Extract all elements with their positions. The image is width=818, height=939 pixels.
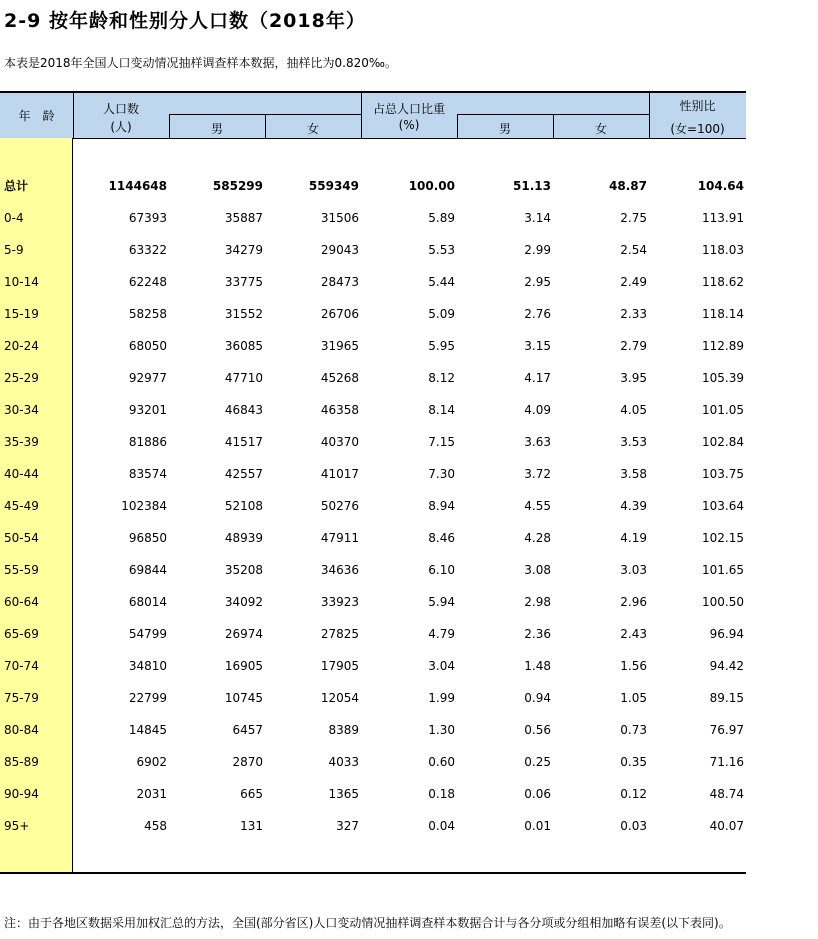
cell-male: 6457 xyxy=(232,723,263,737)
cell-share-male: 3.63 xyxy=(524,435,551,449)
cell-sex-ratio: 89.15 xyxy=(709,691,744,705)
cell-population: 63322 xyxy=(128,243,167,257)
cell-male: 665 xyxy=(240,787,263,801)
cell-sex-ratio: 102.15 xyxy=(702,531,744,545)
cell-sex-ratio: 100.50 xyxy=(702,595,744,609)
cell-age: 60-64 xyxy=(4,595,39,609)
cell-sex-ratio: 112.89 xyxy=(702,339,744,353)
cell-population: 62248 xyxy=(128,275,167,289)
cell-age: 45-49 xyxy=(4,499,39,513)
table-row xyxy=(0,746,746,778)
cell-female: 8389 xyxy=(328,723,359,737)
cell-age: 55-59 xyxy=(4,563,39,577)
cell-sex-ratio: 71.16 xyxy=(709,755,744,769)
cell-age: 30-34 xyxy=(4,403,39,417)
cell-population: 22799 xyxy=(128,691,167,705)
cell-share-male: 4.09 xyxy=(524,403,551,417)
cell-age: 20-24 xyxy=(4,339,39,353)
cell-share: 7.15 xyxy=(428,435,455,449)
cell-age: 80-84 xyxy=(4,723,39,737)
cell-population: 68014 xyxy=(128,595,167,609)
header-divider xyxy=(265,114,266,138)
header-divider xyxy=(169,114,170,138)
table-row xyxy=(0,554,746,586)
cell-female: 327 xyxy=(336,819,359,833)
cell-population: 6902 xyxy=(136,755,167,769)
cell-share-male: 2.99 xyxy=(524,243,551,257)
cell-female: 31506 xyxy=(320,211,359,225)
cell-male: 10745 xyxy=(224,691,263,705)
cell-female: 28473 xyxy=(320,275,359,289)
cell-male: 48939 xyxy=(224,531,263,545)
cell-age: 95+ xyxy=(4,819,30,833)
cell-female: 1365 xyxy=(328,787,359,801)
cell-sex-ratio: 96.94 xyxy=(709,627,744,641)
header-male: 男 xyxy=(210,122,223,136)
cell-share-female: 3.03 xyxy=(620,563,647,577)
table-row xyxy=(0,234,746,266)
cell-sex-ratio: 101.05 xyxy=(702,403,744,417)
cell-female: 41017 xyxy=(320,467,359,481)
cell-share: 6.10 xyxy=(428,563,455,577)
cell-share: 5.44 xyxy=(428,275,455,289)
cell-sex-ratio: 118.03 xyxy=(702,243,744,257)
cell-age: 75-79 xyxy=(4,691,39,705)
cell-share-female: 0.12 xyxy=(620,787,647,801)
footnote: 注：由于各地区数据采用加权汇总的方法，全国(部分省区)人口变动情况抽样调查样本数据合计与各分项或分组相加略有误差(以下表同)。 xyxy=(4,916,731,930)
cell-share: 8.94 xyxy=(428,499,455,513)
cell-age: 5-9 xyxy=(4,243,24,257)
cell-share: 5.94 xyxy=(428,595,455,609)
cell-share-female: 2.33 xyxy=(620,307,647,321)
cell-share-male: 0.01 xyxy=(524,819,551,833)
cell-share-female: 48.87 xyxy=(609,179,647,193)
cell-male: 16905 xyxy=(224,659,263,673)
cell-population: 1144648 xyxy=(108,179,167,193)
cell-share: 7.30 xyxy=(428,467,455,481)
cell-share-female: 0.35 xyxy=(620,755,647,769)
cell-share-male: 4.28 xyxy=(524,531,551,545)
cell-female: 31965 xyxy=(320,339,359,353)
cell-female: 34636 xyxy=(320,563,359,577)
cell-share: 5.09 xyxy=(428,307,455,321)
cell-share-female: 2.49 xyxy=(620,275,647,289)
cell-female: 40370 xyxy=(320,435,359,449)
page-title: 2-9 按年龄和性别分人口数（2018年） xyxy=(4,10,366,32)
header-divider xyxy=(361,93,362,138)
cell-share: 0.60 xyxy=(428,755,455,769)
table-header xyxy=(0,91,746,138)
cell-sex-ratio: 104.64 xyxy=(697,179,744,193)
cell-age: 90-94 xyxy=(4,787,39,801)
table-row xyxy=(0,650,746,682)
cell-age: 70-74 xyxy=(4,659,39,673)
cell-sex-ratio: 94.42 xyxy=(709,659,744,673)
cell-share-female: 2.43 xyxy=(620,627,647,641)
cell-female: 46358 xyxy=(320,403,359,417)
cell-share-male: 2.98 xyxy=(524,595,551,609)
cell-population: 54799 xyxy=(128,627,167,641)
cell-share-female: 3.53 xyxy=(620,435,647,449)
cell-share-female: 2.75 xyxy=(620,211,647,225)
table-row xyxy=(0,778,746,810)
cell-male: 52108 xyxy=(224,499,263,513)
cell-share-male: 51.13 xyxy=(513,179,551,193)
cell-share: 5.89 xyxy=(428,211,455,225)
cell-age: 40-44 xyxy=(4,467,39,481)
header-divider xyxy=(553,114,554,138)
cell-sex-ratio: 48.74 xyxy=(709,787,744,801)
header-divider xyxy=(457,114,458,138)
cell-share-female: 2.79 xyxy=(620,339,647,353)
cell-share: 1.99 xyxy=(428,691,455,705)
cell-male: 31552 xyxy=(224,307,263,321)
table-row xyxy=(0,490,746,522)
header-age: 年 龄 xyxy=(18,109,55,123)
cell-male: 26974 xyxy=(224,627,263,641)
table-row xyxy=(0,362,746,394)
cell-sex-ratio: 101.65 xyxy=(702,563,744,577)
cell-share-female: 4.19 xyxy=(620,531,647,545)
header-population-unit: (人) xyxy=(110,120,132,134)
cell-share-female: 1.05 xyxy=(620,691,647,705)
cell-female: 45268 xyxy=(320,371,359,385)
cell-share-female: 3.95 xyxy=(620,371,647,385)
cell-age: 15-19 xyxy=(4,307,39,321)
cell-share-male: 2.95 xyxy=(524,275,551,289)
cell-age: 25-29 xyxy=(4,371,39,385)
cell-sex-ratio: 103.75 xyxy=(702,467,744,481)
cell-share-male: 0.25 xyxy=(524,755,551,769)
cell-share: 0.04 xyxy=(428,819,455,833)
cell-share-female: 0.73 xyxy=(620,723,647,737)
cell-female: 12054 xyxy=(320,691,359,705)
cell-population: 83574 xyxy=(128,467,167,481)
cell-male: 42557 xyxy=(224,467,263,481)
cell-share-female: 4.39 xyxy=(620,499,647,513)
cell-population: 96850 xyxy=(128,531,167,545)
cell-age: 总计 xyxy=(4,179,29,193)
cell-population: 458 xyxy=(144,819,167,833)
cell-female: 17905 xyxy=(320,659,359,673)
cell-female: 26706 xyxy=(320,307,359,321)
cell-age: 0-4 xyxy=(4,211,24,225)
cell-sex-ratio: 105.39 xyxy=(702,371,744,385)
table-row xyxy=(0,458,746,490)
cell-sex-ratio: 102.84 xyxy=(702,435,744,449)
header-divider xyxy=(649,93,650,138)
table-bottom-rule xyxy=(0,872,746,874)
cell-age: 50-54 xyxy=(4,531,39,545)
cell-share-male: 0.06 xyxy=(524,787,551,801)
cell-population: 81886 xyxy=(128,435,167,449)
table-row xyxy=(0,330,746,362)
cell-male: 34279 xyxy=(224,243,263,257)
cell-share-male: 0.94 xyxy=(524,691,551,705)
header-female: 女 xyxy=(306,122,319,136)
cell-age: 35-39 xyxy=(4,435,39,449)
cell-male: 46843 xyxy=(224,403,263,417)
cell-age: 10-14 xyxy=(4,275,39,289)
cell-male: 36085 xyxy=(224,339,263,353)
table-row xyxy=(0,682,746,714)
cell-sex-ratio: 118.14 xyxy=(702,307,744,321)
header-share-female: 女 xyxy=(594,122,607,136)
header-share: 占总人口比重 xyxy=(372,102,445,116)
cell-sex-ratio: 118.62 xyxy=(702,275,744,289)
cell-male: 35208 xyxy=(224,563,263,577)
cell-population: 93201 xyxy=(128,403,167,417)
table-row-total xyxy=(0,170,746,202)
header-sex-ratio: 性别比 xyxy=(679,99,716,113)
cell-share-male: 3.72 xyxy=(524,467,551,481)
cell-population: 67393 xyxy=(128,211,167,225)
cell-share-male: 2.76 xyxy=(524,307,551,321)
cell-share: 8.46 xyxy=(428,531,455,545)
cell-sex-ratio: 103.64 xyxy=(702,499,744,513)
cell-sex-ratio: 40.07 xyxy=(709,819,744,833)
cell-male: 41517 xyxy=(224,435,263,449)
cell-share: 5.95 xyxy=(428,339,455,353)
cell-share-male: 3.15 xyxy=(524,339,551,353)
cell-male: 33775 xyxy=(224,275,263,289)
cell-share-female: 0.03 xyxy=(620,819,647,833)
table-row xyxy=(0,618,746,650)
table-row xyxy=(0,426,746,458)
header-divider xyxy=(73,93,74,138)
cell-female: 33923 xyxy=(320,595,359,609)
cell-age: 85-89 xyxy=(4,755,39,769)
cell-share-male: 0.56 xyxy=(524,723,551,737)
cell-population: 2031 xyxy=(136,787,167,801)
cell-sex-ratio: 76.97 xyxy=(709,723,744,737)
cell-population: 68050 xyxy=(128,339,167,353)
header-divider xyxy=(0,138,746,139)
cell-male: 34092 xyxy=(224,595,263,609)
cell-share: 5.53 xyxy=(428,243,455,257)
cell-population: 102384 xyxy=(121,499,167,513)
table-row xyxy=(0,586,746,618)
cell-share: 100.00 xyxy=(408,179,455,193)
table-row xyxy=(0,266,746,298)
cell-share: 1.30 xyxy=(428,723,455,737)
cell-female: 29043 xyxy=(320,243,359,257)
cell-share: 4.79 xyxy=(428,627,455,641)
cell-share: 8.12 xyxy=(428,371,455,385)
cell-share: 3.04 xyxy=(428,659,455,673)
cell-share-female: 3.58 xyxy=(620,467,647,481)
cell-female: 4033 xyxy=(328,755,359,769)
table-row xyxy=(0,298,746,330)
table-row xyxy=(0,522,746,554)
cell-population: 69844 xyxy=(128,563,167,577)
cell-female: 50276 xyxy=(320,499,359,513)
cell-share-female: 2.54 xyxy=(620,243,647,257)
header-sex-ratio-unit: (女=100) xyxy=(670,122,725,136)
cell-age: 65-69 xyxy=(4,627,39,641)
cell-share-female: 1.56 xyxy=(620,659,647,673)
cell-share-male: 4.17 xyxy=(524,371,551,385)
cell-share-female: 4.05 xyxy=(620,403,647,417)
table-row xyxy=(0,714,746,746)
cell-male: 131 xyxy=(240,819,263,833)
table-row xyxy=(0,810,746,842)
cell-share: 8.14 xyxy=(428,403,455,417)
cell-male: 2870 xyxy=(232,755,263,769)
cell-female: 27825 xyxy=(320,627,359,641)
cell-population: 92977 xyxy=(128,371,167,385)
header-share-unit: (%) xyxy=(398,118,420,132)
cell-share-male: 3.08 xyxy=(524,563,551,577)
cell-share-male: 1.48 xyxy=(524,659,551,673)
cell-share-male: 3.14 xyxy=(524,211,551,225)
cell-population: 34810 xyxy=(128,659,167,673)
cell-share-male: 2.36 xyxy=(524,627,551,641)
cell-population: 14845 xyxy=(128,723,167,737)
cell-male: 47710 xyxy=(224,371,263,385)
cell-population: 58258 xyxy=(128,307,167,321)
header-population: 人口数 xyxy=(102,102,139,116)
table-row xyxy=(0,394,746,426)
table-row xyxy=(0,202,746,234)
cell-male: 585299 xyxy=(212,179,263,193)
cell-female: 559349 xyxy=(308,179,359,193)
cell-male: 35887 xyxy=(224,211,263,225)
cell-share-male: 4.55 xyxy=(524,499,551,513)
cell-sex-ratio: 113.91 xyxy=(702,211,744,225)
cell-share-female: 2.96 xyxy=(620,595,647,609)
cell-share: 0.18 xyxy=(428,787,455,801)
table-subtitle: 本表是2018年全国人口变动情况抽样调查样本数据，抽样比为0.820‰。 xyxy=(4,56,397,70)
cell-female: 47911 xyxy=(320,531,359,545)
header-share-male: 男 xyxy=(498,122,511,136)
